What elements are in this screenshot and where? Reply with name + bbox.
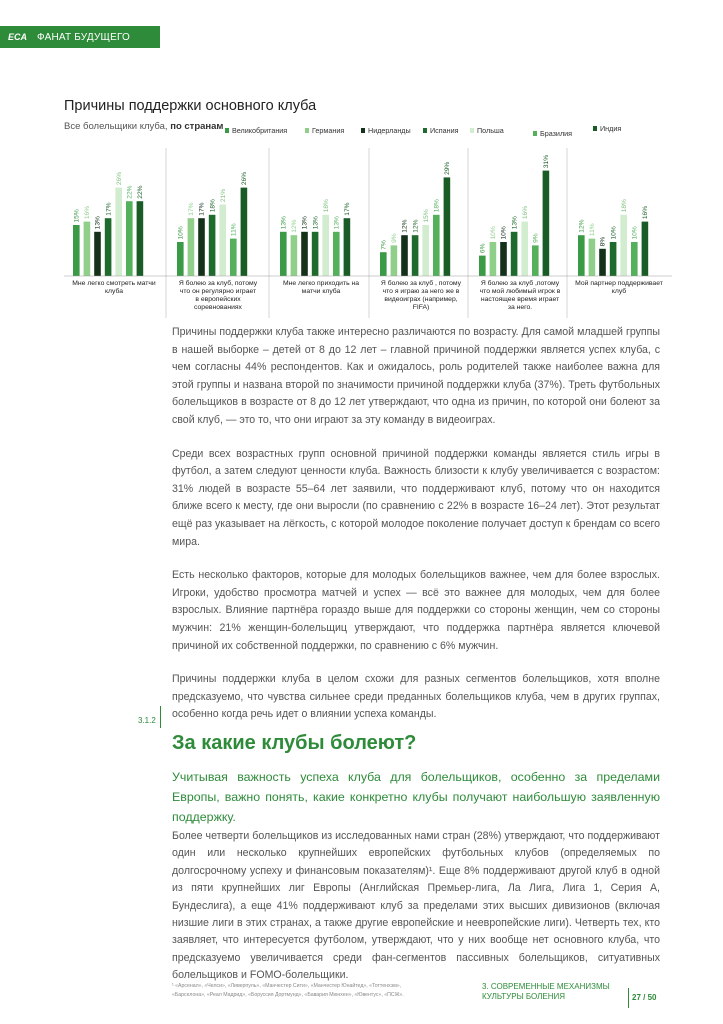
legend-swatch [305,128,309,133]
data-label: 26% [115,171,123,186]
data-label: 9% [391,233,399,243]
data-label: 11% [230,223,238,237]
data-label: 26% [241,171,249,186]
bar [301,232,308,276]
bar [333,232,340,276]
bar [620,215,627,276]
bar [280,232,287,276]
data-label: 12% [412,219,420,233]
legend-label: Германия [312,126,345,135]
category-label: клуб [611,288,627,295]
data-label: 13% [511,216,519,230]
chart-subtitle: Все болельщики клуба, по странам [64,121,224,132]
bar [642,222,649,276]
bar [631,242,638,276]
paragraph: Причины поддержки клуба также интересно различаются по возрасту. Для самой младшей группы в нашей выборке – детей от 8 до 12 лет – главной причиной поддержки является успех клуба, с чем согласны 44% респондентов. Как и ожидалось, роль родителей также наиболее важна для этой группы и названа второй по значимости причиной поддержки клуба (37%). Треть футбольных болельщиков в возрасте от 8 до 12 лет утверждают, что одна из причин, по которой они болеют за свой клуб, — это то, что они играют за эту команду в видеоиграх. [172,326,660,426]
paragraph: Причины поддержки клуба в целом схожи для разных сегментов болельщиков, хотя вполне предсказуемо, что чувства сильнее среди преданных болельщиков клуба, чем в других группах, особенно когда речь идет о влиянии успеха команды. [172,673,660,721]
legend-label: Испания [430,126,459,135]
data-label: 7% [380,240,388,250]
footer-section-line: КУЛЬТУРЫ БОЛЕНИЯ [482,992,566,1001]
bar [543,171,550,276]
chart-title: Причины поддержки основного клуба [64,98,317,114]
data-label: 13% [280,216,288,230]
paragraph: Среди всех возрастных групп основной причиной поддержки команды является стиль игры в футбол, а затем следуют ценности клуба. Важность близости к клубу увеличивается с возрастом: 31% людей в возрасте 55–64 лет заявили, что поддерживают клуб, потому что он находится ближе всего к месту, где они выросли (по сравнению с 22% в возрасте 16–24 лет). Этот результат ещё раз указывает на лёгкость, с которой молодое поколение получает доступ к брендам со всего мира. [172,447,660,548]
bar [219,205,226,276]
bar [532,245,539,276]
legend-swatch [423,128,427,133]
section-number: 3.1.2 [138,716,156,725]
data-label: 16% [521,205,529,220]
legend-label: Индия [600,124,622,133]
bar [84,222,91,276]
footnote-line: «Барселона», «Реал Мадрид», «Боруссия Дортмунд», «Бавария Мюнхен», «Ювентус», «ПСЖ». [172,992,404,998]
data-label: 10% [490,226,498,240]
data-label: 29% [444,161,452,175]
category-label: клуба [104,288,124,295]
category-label: за него. [507,304,533,311]
data-label: 15% [422,209,430,223]
data-label: 11% [589,223,597,237]
data-label: 18% [209,199,217,213]
legend-label: Польша [477,126,504,135]
bar [73,225,80,276]
data-label: 17% [198,202,206,216]
data-label: 18% [620,199,628,213]
bar [291,235,298,276]
data-label: 31% [543,154,551,169]
bar [137,201,144,276]
data-label: 18% [433,199,441,213]
data-label: 10% [500,226,508,240]
data-label: 8% [599,236,607,247]
bar-chart [0,0,723,330]
data-label: 18% [322,199,330,213]
bar [511,232,518,276]
footer-section [482,982,610,1002]
legend-swatch [225,128,229,133]
data-label: 15% [73,209,81,223]
data-label: 12% [291,219,299,233]
bar [589,239,596,276]
data-label: 22% [137,185,145,199]
category-label: матчи клуба [301,288,341,295]
bar [391,245,398,276]
bar [230,239,237,276]
footnote [172,982,472,1000]
bar [490,242,497,276]
data-label: 13% [301,216,309,230]
category-label: Я болею за клуб , потому [380,280,462,287]
bar [344,218,351,276]
bar [115,188,122,276]
data-label: 16% [642,205,650,220]
bar [209,215,216,276]
bar [312,232,319,276]
category-label: Мне легко приходить на [282,280,360,287]
data-label: 17% [188,202,196,216]
data-label: 12% [401,219,409,233]
section-body: Более четверти болельщиков из исследованных нами стран (28%) утверждают, что поддерживают один или несколько крупнейших европейских футбольных клубов (определяемых по долгосрочному успеху и финансовым показателям)¹. Еще 8% поддерживают другой клуб в одной из пяти крупнейших лиг Европы (Английская Премьер-лига, Ла Лига, Лига 1, Серия А, Бундеслига), а еще 41% поддерживают клуб за пределами этих высших дивизионов (включая низшие лиги в этих странах, а также другие европейские и неевропейские лиги). Четверть тех, кто заявляет, что интересуется футболом, утверждают, что у них вообще нет основного клуба, что предсказуемо увеличивается среди фан-сегментов пассивных болельщиков, ситуативных болельщиков и FOMO-болельщики. [172,830,660,982]
bar [241,188,248,276]
bar [444,177,451,276]
category-label: Мне легко смотреть матчи [72,280,156,287]
footer-section-line: 3. СОВРЕМЕННЫЕ МЕХАНИЗМЫ [482,982,610,991]
category-label: соревнованиях [194,304,242,311]
bar [126,201,133,276]
section-divider [160,706,161,728]
category-label: Мой партнер поддерживает [575,280,663,287]
bar [94,232,101,276]
bar [177,242,184,276]
legend-swatch [533,131,537,136]
data-label: 22% [126,185,134,199]
section-heading: За какие клубы болеют? [172,732,417,754]
legend-swatch [361,128,365,133]
bar [401,235,408,276]
bar [322,215,329,276]
data-label: 17% [344,202,352,216]
legend-label: Нидерланды [368,126,411,135]
page-number: 27 / 50 [632,993,657,1002]
bar [380,252,387,276]
eca-logo: ECA [8,32,28,42]
paragraph: Есть несколько факторов, которые для молодых болельщиков важнее, чем для более взрослых. Игроки, удобство просмотра матчей и успех — всё это важнее для молодых, чем для более взрослых. Влияние партнёра гораздо выше для поддержки со стороны женщин, чем со стороны мужчин: 21% женщин-болельщиц утверждают, что поддержка партнёра является ключевой причиной их собственной поддержки, по сравнению с 6% мужчин. [172,569,660,652]
bar [479,256,486,276]
category-label: FIFA) [412,304,430,311]
bar [433,215,440,276]
data-label: 9% [532,233,540,243]
category-label: что я играю за него же в [382,288,460,295]
category-label: видеоиграх (например, [384,296,458,303]
body-text [172,324,660,740]
bar [500,242,507,276]
data-label: 17% [105,202,113,216]
bar [610,242,617,276]
bar [578,235,585,276]
data-label: 10% [610,226,618,240]
data-label: 13% [312,216,320,230]
data-label: 10% [177,226,185,240]
legend-label: Великобритания [232,126,288,135]
data-label: 21% [219,188,227,203]
legend-swatch [470,128,474,133]
data-label: 6% [479,243,487,254]
bar [105,218,112,276]
bar [521,222,528,276]
category-label: Я болею за клуб ,потому [480,280,560,287]
category-label: настоящее время играет [480,296,560,303]
legend-label: Бразилия [540,129,573,138]
footer-divider [628,988,629,1008]
data-label: 10% [631,226,639,240]
category-label: что он регулярно играет [179,288,257,295]
lead-paragraph: Учитывая важность успеха клуба для болельщиков, особенно за пределами Европы, важно понять, какие конкретно клубы получают наибольшую заявленную поддержку. [172,770,660,824]
category-label: Я болею за клуб, потому [178,280,258,287]
header-title: ФАНАТ БУДУЩЕГО [37,31,131,43]
category-label: в европейских [195,296,241,303]
bar [599,249,606,276]
legend-swatch [593,126,597,131]
bar [422,225,429,276]
bar [198,218,205,276]
data-label: 13% [94,216,102,230]
data-label: 13% [333,216,341,230]
bar [188,218,195,276]
data-label: 12% [578,219,586,233]
footnote-line: ¹ «Арсенал», «Челси», «Ливерпуль», «Манчестер Сити», «Манчестер Юнайтед», «Тоттенхэм», [172,983,402,989]
category-label: что мой любимый игрок в [479,288,561,295]
bar [412,235,419,276]
data-label: 16% [84,205,92,220]
